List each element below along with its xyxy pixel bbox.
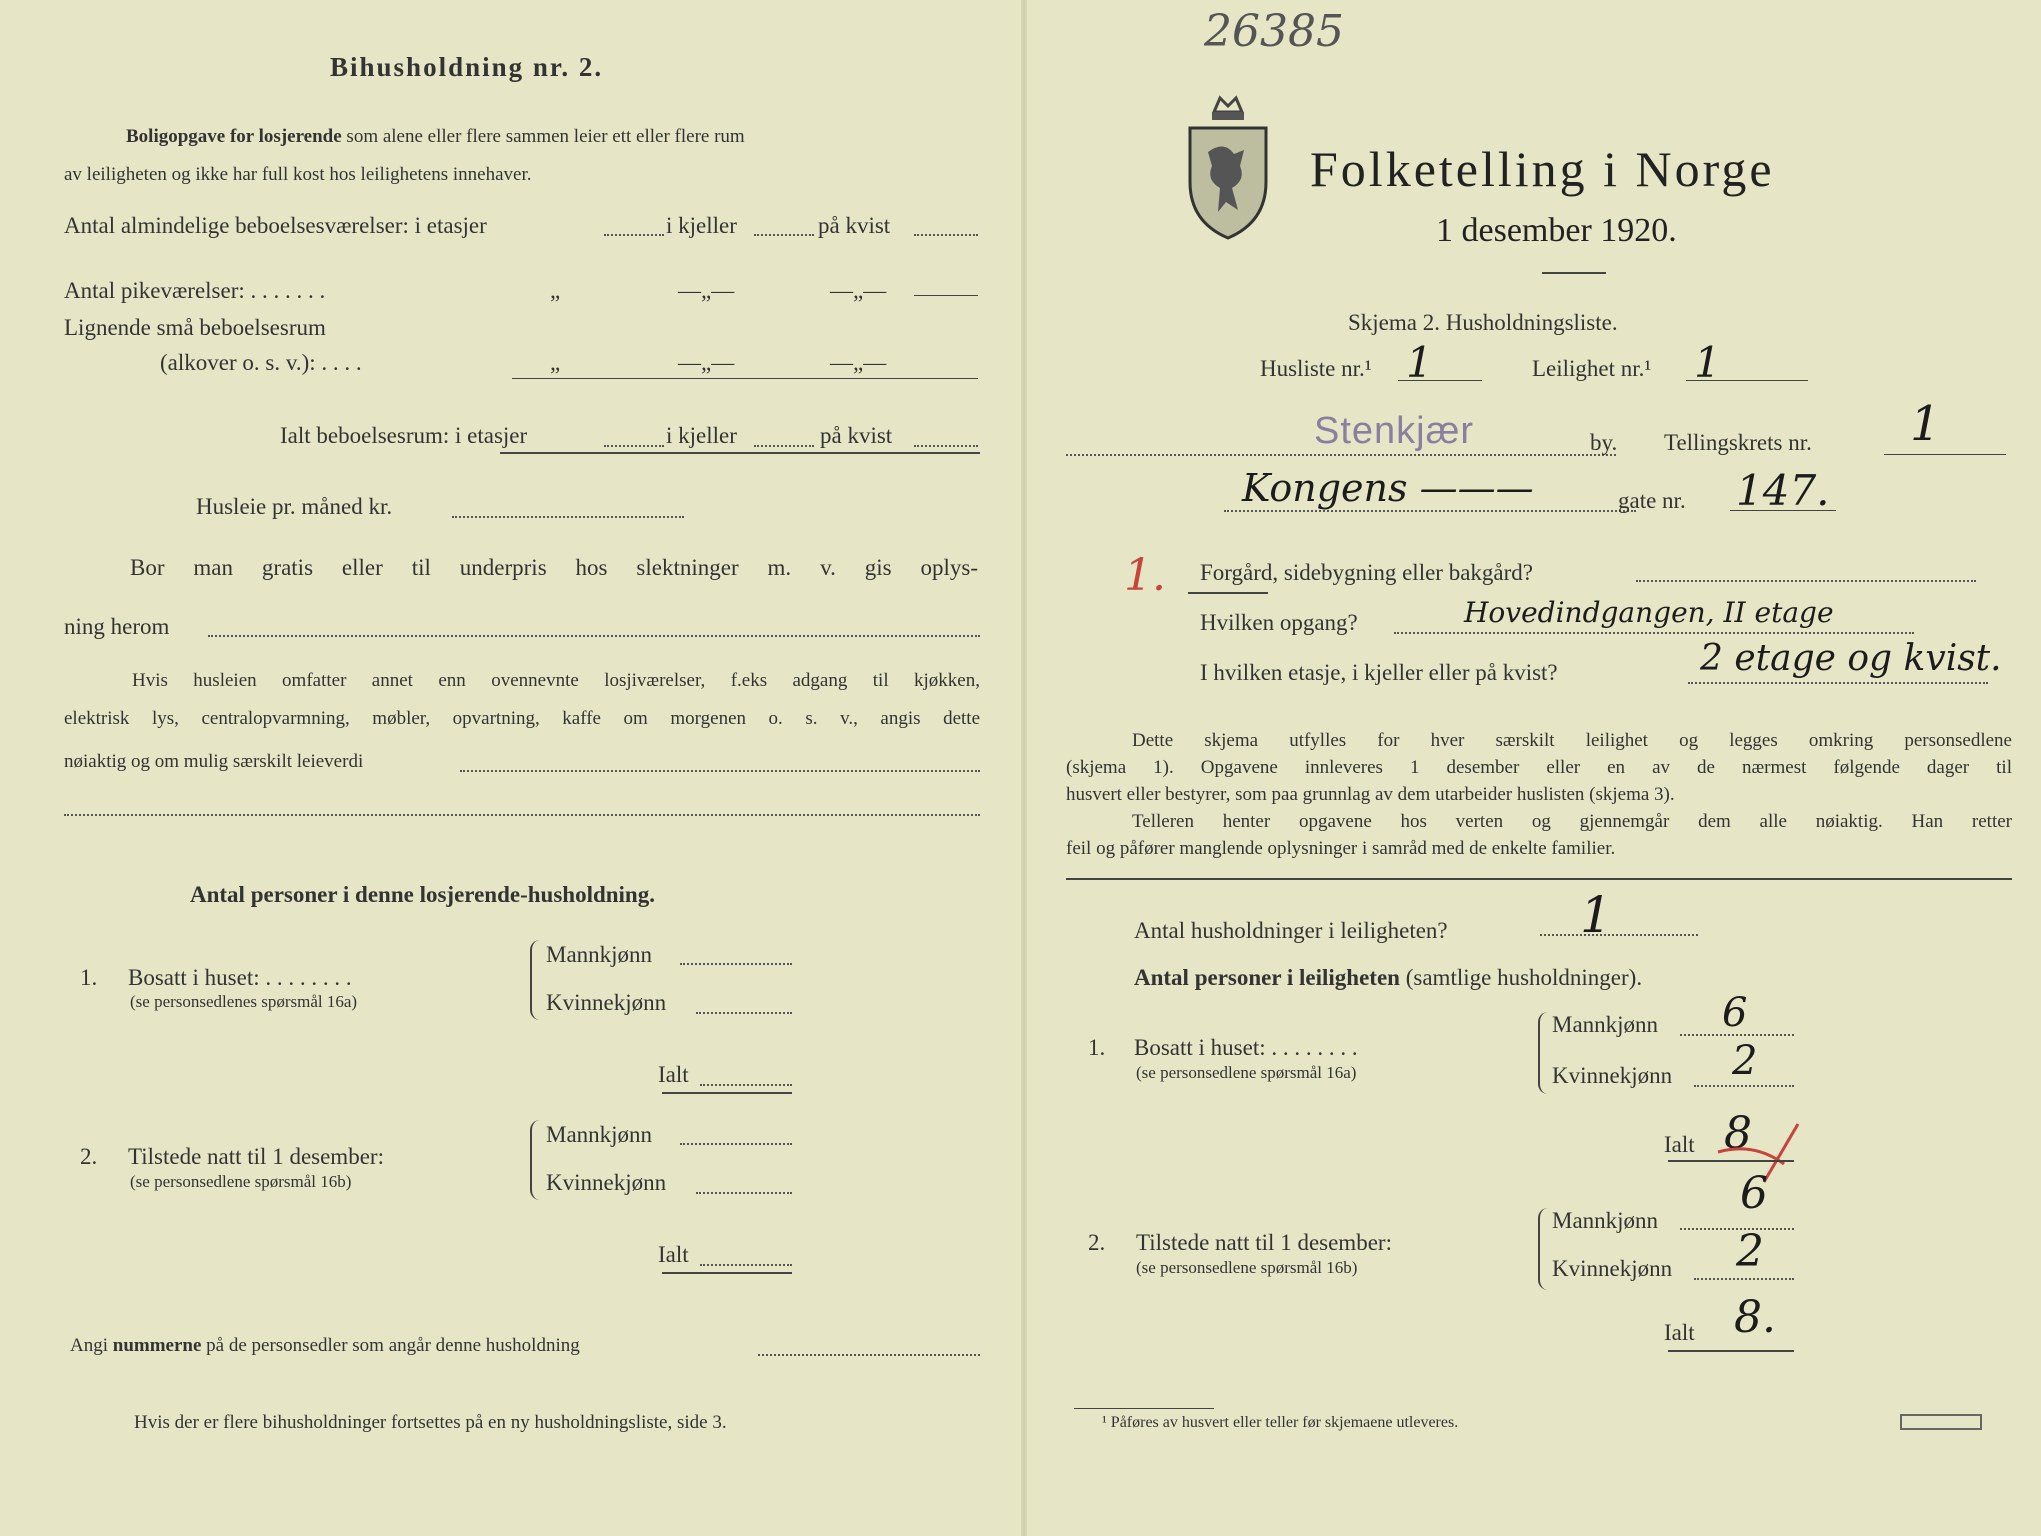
archive-number: 26385: [1204, 6, 1344, 57]
right-q1-number: 1.: [1088, 1035, 1106, 1060]
rooms-etasjer-field[interactable]: [604, 234, 664, 236]
free-text-2: ning herom: [64, 614, 170, 639]
left-q1-female-label: Kvinnekjønn: [546, 990, 667, 1015]
free-text-1: Bor man gratis eller til underpris hos slektninger m. v. gis oplys-: [130, 555, 978, 580]
note-field-2[interactable]: [64, 814, 980, 816]
intro-rest-1: som alene eller flere sammen leier ett eller flere rum: [346, 126, 745, 147]
instruction-divider: [1066, 878, 2012, 880]
right-title: Folketelling i Norge: [1310, 141, 1775, 197]
right-q1-total-value: 8: [1724, 1108, 1752, 1159]
town-field[interactable]: [1066, 454, 1616, 456]
coat-of-arms-icon: [1184, 92, 1272, 242]
gate-field[interactable]: [1730, 510, 1836, 511]
etasje-label: I hvilken etasje, i kjeller eller på kvist?: [1200, 660, 1558, 685]
instruction-line-1: Dette skjema utfylles for hver særskilt leilighet og legges omkring personsedlene: [1132, 730, 2012, 751]
left-title: Bihusholdning nr. 2.: [330, 52, 604, 82]
total-attic-field[interactable]: [914, 445, 978, 447]
right-q1-female-field[interactable]: [1694, 1085, 1794, 1087]
continue-note: Hvis der er flere bihusholdninger fortsettes på en ny husholdningsliste, side 3.: [134, 1412, 727, 1433]
small-ditto-1: „: [550, 350, 561, 375]
rooms-attic-field[interactable]: [914, 234, 978, 236]
left-q1-female-field[interactable]: [696, 1012, 792, 1014]
left-q2-female-label: Kvinnekjønn: [546, 1170, 667, 1195]
leilighet-value: 1: [1694, 338, 1721, 387]
right-q1-male-field[interactable]: [1680, 1034, 1794, 1036]
right-q1-female-value: 2: [1732, 1038, 1758, 1084]
footnote: ¹ Påføres av husvert eller teller før skjemaene utleveres.: [1102, 1414, 1459, 1431]
small-ditto-2: —„—: [678, 350, 735, 375]
forgard-field[interactable]: [1636, 580, 1976, 582]
street-field[interactable]: [1224, 510, 1636, 512]
total-cellar-label: i kjeller: [666, 423, 737, 448]
right-q2-number: 2.: [1088, 1230, 1106, 1255]
etasje-field[interactable]: [1688, 682, 1988, 684]
right-q1-brace: [1538, 1012, 1550, 1094]
husliste-label: Husliste nr.¹: [1260, 356, 1372, 381]
left-q1-total-field[interactable]: [700, 1084, 792, 1086]
maid-ditto-3: —„—: [830, 278, 887, 303]
right-q2-female-label: Kvinnekjønn: [1552, 1256, 1673, 1281]
instruction-line-3: husvert eller bestyrer, som paa grunnlag av dem utarbeider huslisten (skjema 3).: [1066, 784, 1675, 805]
right-q2-total-label: Ialt: [1664, 1320, 1695, 1345]
rooms-cellar-field[interactable]: [754, 234, 814, 236]
left-q2-total-label: Ialt: [658, 1242, 689, 1267]
maid-ditto-1: „: [550, 278, 561, 303]
left-q1-brace: [530, 940, 542, 1020]
opgang-field[interactable]: [1394, 632, 1914, 634]
leilighet-field[interactable]: [1686, 380, 1808, 381]
right-q1-total-rule: [1668, 1160, 1794, 1162]
red-correction-value: 6: [1740, 1168, 1768, 1219]
krets-field[interactable]: [1884, 454, 2006, 455]
persons-line: [1134, 965, 1642, 991]
schema-label: Skjema 2. Husholdningsliste.: [1348, 310, 1618, 335]
right-q2-female-value: 2: [1736, 1226, 1764, 1277]
left-q2-total-rule: [662, 1272, 792, 1274]
numbers-field[interactable]: [758, 1354, 980, 1356]
small-rooms-rule: [512, 378, 978, 379]
right-q2-total-rule: [1668, 1350, 1794, 1352]
numbers-line: [70, 1335, 580, 1357]
left-q2-male-field[interactable]: [680, 1143, 792, 1145]
right-q1-sub: (se personsedlene spørsmål 16a): [1136, 1063, 1357, 1082]
note-line-1: Hvis husleien omfatter annet enn ovennevnte losjiværelser, f.eks adgang til kjøkken,: [132, 670, 980, 691]
small-rooms-label-2: (alkover o. s. v.): . . . .: [160, 350, 362, 375]
maid-ditto-2: —„—: [678, 278, 735, 303]
gate-value: 147.: [1736, 466, 1830, 515]
rooms-cellar-label: i kjeller: [666, 213, 737, 238]
town-stamp: Stenkjær: [1314, 410, 1475, 452]
right-q2-brace: [1538, 1208, 1550, 1290]
left-q1-total-rule: [662, 1092, 792, 1094]
opgang-value: Hovedindgangen, II etage: [1464, 596, 1834, 629]
instruction-line-4: Telleren henter opgavene hos verten og gjennemgår dem alle nøiaktig. Han retter: [1132, 811, 2012, 832]
persons-rest: (samtlige husholdninger).: [1405, 965, 1643, 990]
right-q2-male-label: Mannkjønn: [1552, 1208, 1659, 1233]
opgang-label: Hvilken opgang?: [1200, 610, 1358, 635]
krets-value: 1: [1910, 396, 1941, 452]
left-q2-brace: [530, 1120, 542, 1200]
instruction-line-2: (skjema 1). Opgavene innleveres 1 desember eller en av de nærmest følgende dager til: [1066, 757, 2012, 778]
rent-label: Husleie pr. måned kr.: [196, 494, 393, 519]
rooms-label: Antal almindelige beboelsesværelser: i etasjer: [64, 213, 487, 238]
small-rooms-label-1: Lignende små beboelsesrum: [64, 315, 326, 340]
households-label: Antal husholdninger i leiligheten?: [1134, 918, 1448, 943]
numbers-bold: nummerne: [112, 1335, 202, 1356]
krets-label: Tellingskrets nr.: [1664, 430, 1812, 455]
forgard-label: Forgård, sidebygning eller bakgård?: [1200, 560, 1533, 585]
left-q2-label: Tilstede natt til 1 desember:: [128, 1144, 384, 1169]
households-field[interactable]: [1540, 934, 1698, 936]
right-q1-male-label: Mannkjønn: [1552, 1012, 1659, 1037]
note-field-1[interactable]: [460, 770, 980, 772]
right-page: [1024, 0, 2041, 1536]
left-q1-male-label: Mannkjønn: [546, 942, 653, 967]
census-date: 1 desember 1920.: [1436, 212, 1677, 249]
instruction-line-5: feil og påfører manglende oplysninger i samråd med de enkelte familier.: [1066, 838, 1616, 859]
rent-field[interactable]: [452, 516, 684, 518]
households-value: 1: [1580, 886, 1612, 944]
total-attic-label: på kvist: [820, 423, 893, 448]
left-q2-total-field[interactable]: [700, 1264, 792, 1266]
small-ditto-3: —„—: [830, 350, 887, 375]
left-q1-sub: (se personsedlenes spørsmål 16a): [130, 992, 358, 1011]
maid-attic-field[interactable]: [914, 295, 978, 296]
gate-label: gate nr.: [1618, 488, 1686, 513]
footnote-divider: [1074, 1408, 1214, 1409]
note-line-3: nøiaktig og om mulig særskilt leieverdi: [64, 751, 364, 772]
right-q2-label: Tilstede natt til 1 desember:: [1136, 1230, 1392, 1255]
numbers-rest: på de personsedler som angår denne husholdning: [206, 1335, 580, 1356]
free-field[interactable]: [208, 635, 980, 637]
left-q2-male-label: Mannkjønn: [546, 1122, 653, 1147]
right-q1-male-value: 6: [1722, 990, 1748, 1036]
intro-line-1: [126, 126, 745, 148]
leilighet-label: Leilighet nr.¹: [1532, 356, 1652, 381]
total-rooms-rule: [500, 452, 980, 454]
margin-mark: 1.: [1124, 550, 1166, 601]
intro-bold: Boligopgave for losjerende: [126, 126, 342, 147]
by-label: by.: [1590, 430, 1618, 455]
etasje-value: 2 etage og kvist.: [1700, 638, 2002, 679]
persons-heading: Antal personer i denne losjerende-husholdning.: [190, 882, 655, 907]
right-q2-female-field[interactable]: [1694, 1278, 1794, 1280]
left-q1-label: Bosatt i huset: . . . . . . . .: [128, 965, 352, 990]
right-q2-sub: (se personsedlene spørsmål 16b): [1136, 1258, 1358, 1277]
left-q2-sub: (se personsedlene spørsmål 16b): [130, 1172, 352, 1191]
printer-mark: [1900, 1414, 1982, 1430]
right-q1-female-label: Kvinnekjønn: [1552, 1063, 1673, 1088]
rooms-attic-label: på kvist: [818, 213, 891, 238]
left-q1-total-label: Ialt: [658, 1062, 689, 1087]
right-q1-total-label: Ialt: [1664, 1132, 1695, 1157]
title-divider: [1542, 272, 1606, 274]
left-q1-number: 1.: [80, 965, 98, 990]
total-cellar-field[interactable]: [754, 445, 814, 447]
intro-line-2: av leiligheten og ikke har full kost hos leilighetens innehaver.: [64, 164, 532, 185]
forgard-underline: [1188, 592, 1268, 594]
total-rooms-label: Ialt beboelsesrum: i etasjer: [280, 423, 528, 448]
note-line-2: elektrisk lys, centralopvarmning, møbler, opvartning, kaffe om morgenen o. s. v., angis dette: [64, 708, 980, 729]
maid-rooms-label: Antal pikeværelser: . . . . . . .: [64, 278, 326, 303]
left-q2-number: 2.: [80, 1144, 98, 1169]
husliste-value: 1: [1406, 338, 1433, 387]
right-q2-total-value: 8.: [1734, 1292, 1776, 1343]
left-q1-male-field[interactable]: [680, 963, 792, 965]
left-q2-female-field[interactable]: [696, 1192, 792, 1194]
street-value: Kongens ———: [1242, 466, 1534, 510]
husliste-field[interactable]: [1398, 380, 1482, 381]
numbers-pre: Angi: [70, 1335, 108, 1356]
persons-bold: Antal personer i leiligheten: [1134, 965, 1400, 990]
right-q1-label: Bosatt i huset: . . . . . . . .: [1134, 1035, 1358, 1060]
total-etasjer-field[interactable]: [604, 445, 664, 447]
